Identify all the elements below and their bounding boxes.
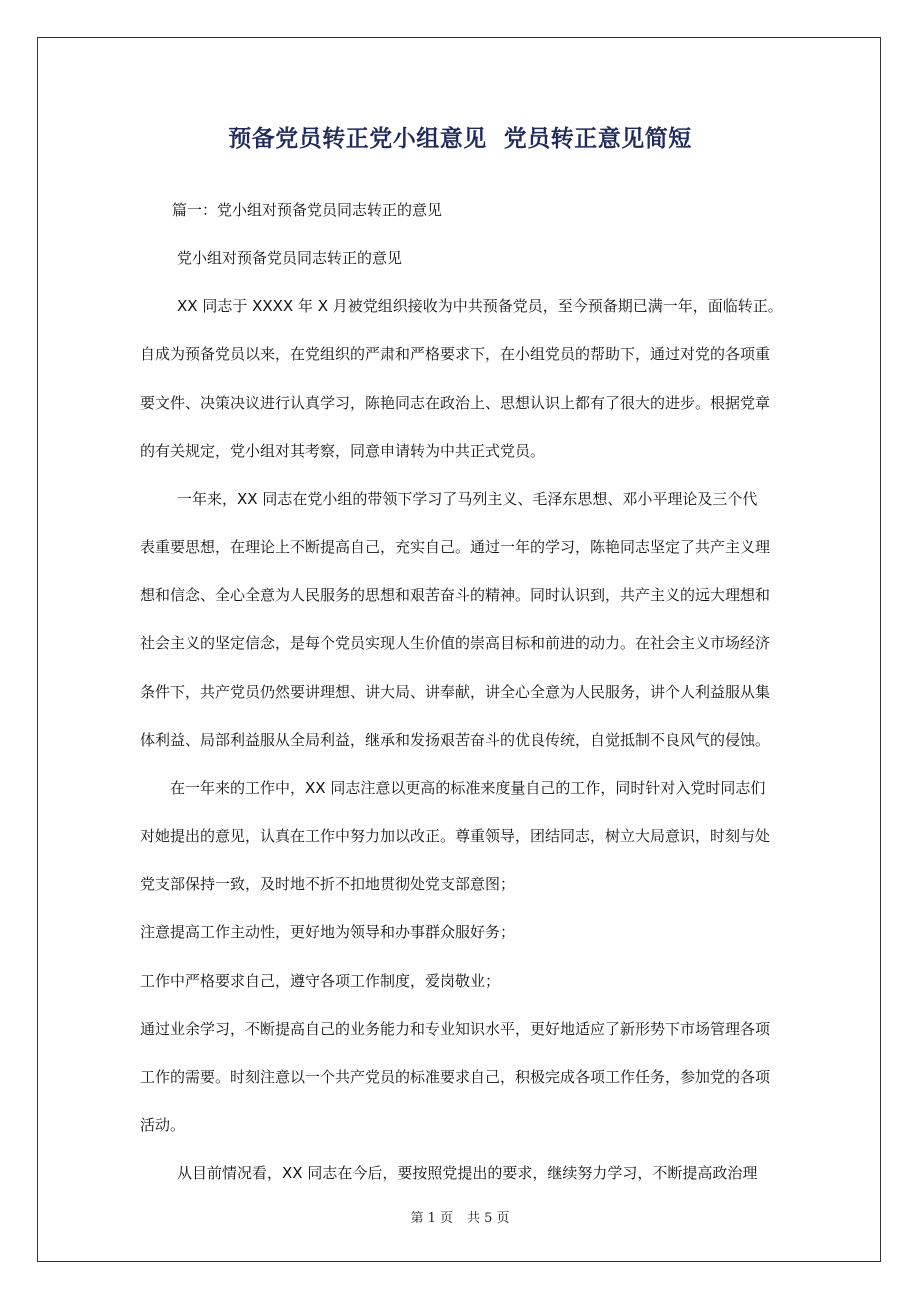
paragraph-line: 工作中严格要求自己，遵守各项工作制度，爱岗敬业； <box>140 972 501 990</box>
paragraph-line: 表重要思想，在理论上不断提高自己，充实自己。通过一年的学习，陈艳同志坚定了共产主义理 <box>140 538 771 556</box>
paragraph-line: XX 同志于 XXXX 年 X 月被党组织接收为中共预备党员，至今预备期已满一年，面临转正。 <box>177 297 783 315</box>
paragraph-line: 对她提出的意见，认真在工作中努力加以改正。尊重领导，团结同志，树立大局意识，时刻与处 <box>140 827 771 845</box>
paragraph-line: 党支部保持一致，及时地不折不扣地贯彻处党支部意图； <box>140 875 516 893</box>
paragraph-line: 一年来，XX 同志在党小组的带领下学习了马列主义、毛泽东思想、邓小平理论及三个代 <box>177 490 758 508</box>
paragraph-line: 社会主义的坚定信念，是每个党员实现人生价值的崇高目标和前进的动力。在社会主义市场经济 <box>140 634 771 652</box>
paragraph-line-section-heading: 篇一：党小组对预备党员同志转正的意见 <box>172 201 443 219</box>
paragraph-line: 体利益、局部利益服从全局利益，继承和发扬艰苦奋斗的优良传统，自觉抵制不良风气的侵蚀。 <box>140 731 771 749</box>
paragraph-line: 要文件、决策决议进行认真学习，陈艳同志在政治上、思想认识上都有了很大的进步。根据党章 <box>140 394 771 412</box>
paragraph-line: 条件下，共产党员仍然要讲理想、讲大局、讲奉献，讲全心全意为人民服务，讲个人利益服从集 <box>140 683 771 701</box>
paragraph-line: 自成为预备党员以来，在党组织的严肃和严格要求下，在小组党员的帮助下，通过对党的各项重 <box>140 345 771 363</box>
paragraph-line: 活动。 <box>140 1116 186 1134</box>
page-footer <box>0 1207 920 1226</box>
paragraph-line: 注意提高工作主动性，更好地为领导和办事群众服好务； <box>140 923 516 941</box>
paragraph-line: 的有关规定，党小组对其考察，同意申请转为中共正式党员。 <box>140 442 546 460</box>
paragraph-line-subheading: 党小组对预备党员同志转正的意见 <box>177 249 403 267</box>
paragraph-line: 通过业余学习，不断提高自己的业务能力和专业知识水平，更好地适应了新形势下市场管理各项 <box>140 1020 771 1038</box>
paragraph-line: 工作的需要。时刻注意以一个共产党员的标准要求自己，积极完成各项工作任务，参加党的各项 <box>140 1068 771 1086</box>
document-title: 预备党员转正党小组意见 党员转正意见简短 <box>228 126 692 152</box>
paragraph-line: 在一年来的工作中，XX 同志注意以更高的标准来度量自己的工作，同时针对入党时同志们 <box>170 779 766 797</box>
paragraph-line: 从目前情况看，XX 同志在今后，要按照党提出的要求，继续努力学习，不断提高政治理 <box>177 1164 758 1182</box>
paragraph-line: 想和信念、全心全意为人民服务的思想和艰苦奋斗的精神。同时认识到，共产主义的远大理想和 <box>140 586 771 604</box>
page-number: 第 1 页 <box>410 1211 453 1226</box>
page-total: 共 5 页 <box>467 1211 510 1226</box>
